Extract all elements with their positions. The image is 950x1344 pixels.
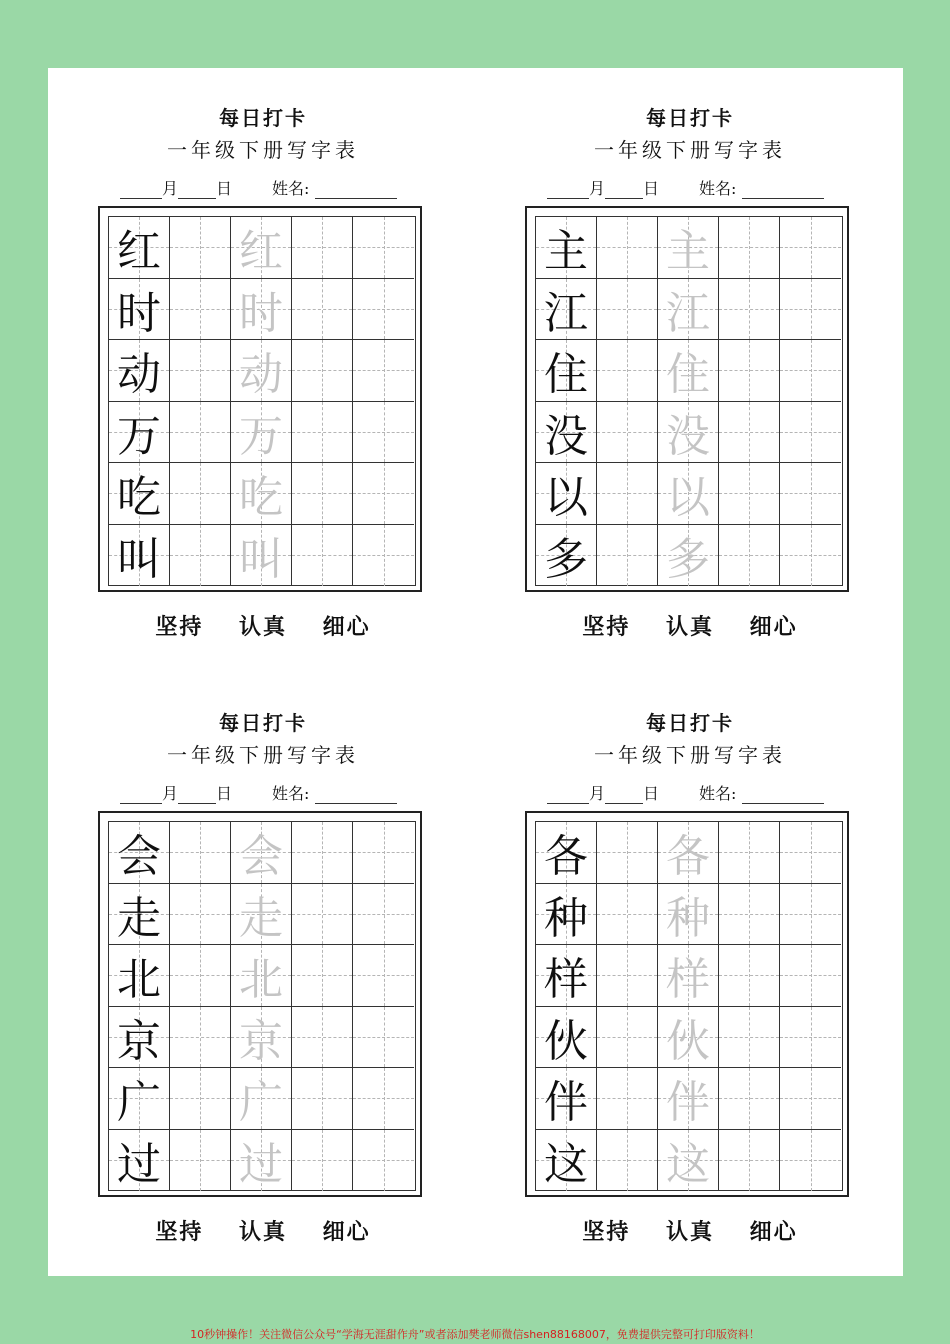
- grid-row: [109, 402, 414, 464]
- writing-grid: [108, 216, 416, 586]
- day-label: 日: [216, 179, 233, 198]
- trace-char: 会: [239, 831, 283, 883]
- grid-row: [109, 884, 414, 946]
- model-char: 动: [117, 349, 161, 401]
- trace-char: 以: [666, 472, 710, 524]
- motto: 坚持 认真 细心: [155, 614, 371, 640]
- grid-row: [536, 463, 841, 525]
- practice-card-3: [98, 673, 428, 1245]
- trace-char: 走: [239, 892, 283, 944]
- grid-row: [536, 1068, 841, 1130]
- trace-char: 没: [666, 410, 710, 462]
- grid-row: [536, 279, 841, 341]
- practice-card-1: [98, 68, 428, 640]
- name-label: 姓名:: [699, 784, 737, 803]
- grid-row: [536, 525, 841, 587]
- writing-grid-frame: [98, 811, 422, 1197]
- grid-row: [109, 1068, 414, 1130]
- info-line: [547, 781, 857, 805]
- trace-char: 时: [239, 287, 283, 339]
- trace-char: 这: [666, 1139, 710, 1191]
- model-char: 时: [117, 287, 161, 339]
- trace-char: 过: [239, 1139, 283, 1191]
- model-char: 北: [117, 954, 161, 1006]
- model-char: 伴: [544, 1077, 588, 1129]
- card-title: 每日打卡: [646, 106, 734, 130]
- model-char: 样: [544, 954, 588, 1006]
- trace-char: 种: [666, 892, 710, 944]
- month-label: 月: [589, 179, 606, 198]
- model-char: 多: [544, 534, 588, 586]
- month-label: 月: [162, 784, 179, 803]
- writing-grid-frame: [525, 811, 849, 1197]
- trace-char: 叫: [239, 534, 283, 586]
- grid-row: [109, 1130, 414, 1192]
- grid-row: [536, 340, 841, 402]
- model-char: 种: [544, 892, 588, 944]
- worksheet-page: [48, 68, 903, 1276]
- trace-char: 京: [239, 1015, 283, 1067]
- writing-grid: [535, 821, 843, 1191]
- grid-row: [109, 945, 414, 1007]
- motto: 坚持 认真 细心: [582, 1219, 798, 1245]
- trace-char: 住: [666, 349, 710, 401]
- trace-char: 各: [666, 831, 710, 883]
- grid-row: [536, 1007, 841, 1069]
- info-line: [120, 176, 430, 200]
- grid-row: [536, 1130, 841, 1192]
- name-label: 姓名:: [272, 179, 310, 198]
- grid-row: [109, 279, 414, 341]
- model-char: 走: [117, 892, 161, 944]
- trace-char: 伴: [666, 1077, 710, 1129]
- model-char: 各: [544, 831, 588, 883]
- grid-row: [109, 1007, 414, 1069]
- motto: 坚持 认真 细心: [582, 614, 798, 640]
- model-char: 过: [117, 1139, 161, 1191]
- grid-row: [536, 217, 841, 279]
- footer-notice: 10秒钟操作！关注微信公众号“学海无涯甜作舟”或者添加樊老师微信shen88168007，免费提供完整可打印版资料！: [190, 1328, 760, 1341]
- model-char: 伙: [544, 1015, 588, 1067]
- trace-char: 吃: [239, 472, 283, 524]
- card-title: 每日打卡: [219, 106, 307, 130]
- model-char: 江: [544, 287, 588, 339]
- grid-row: [109, 525, 414, 587]
- model-char: 吃: [117, 472, 161, 524]
- day-label: 日: [643, 784, 660, 803]
- card-title: 每日打卡: [646, 711, 734, 735]
- grid-row: [536, 822, 841, 884]
- model-char: 万: [117, 410, 161, 462]
- writing-grid-frame: [525, 206, 849, 592]
- month-label: 月: [162, 179, 179, 198]
- model-char: 会: [117, 831, 161, 883]
- card-subtitle: 一年级下册写字表: [167, 743, 359, 767]
- grid-row: [536, 884, 841, 946]
- trace-char: 样: [666, 954, 710, 1006]
- day-label: 日: [216, 784, 233, 803]
- motto: 坚持 认真 细心: [155, 1219, 371, 1245]
- trace-char: 红: [239, 226, 283, 278]
- trace-char: 万: [239, 410, 283, 462]
- grid-row: [536, 945, 841, 1007]
- name-label: 姓名:: [272, 784, 310, 803]
- trace-char: 广: [239, 1077, 283, 1129]
- trace-char: 江: [666, 287, 710, 339]
- grid-row: [109, 463, 414, 525]
- model-char: 广: [117, 1077, 161, 1129]
- writing-grid-frame: [98, 206, 422, 592]
- info-line: [120, 781, 430, 805]
- grid-row: [109, 340, 414, 402]
- practice-card-2: [525, 68, 855, 640]
- day-label: 日: [643, 179, 660, 198]
- card-subtitle: 一年级下册写字表: [167, 138, 359, 162]
- grid-row: [109, 217, 414, 279]
- writing-grid: [108, 821, 416, 1191]
- model-char: 主: [544, 226, 588, 278]
- trace-char: 多: [666, 534, 710, 586]
- info-line: [547, 176, 857, 200]
- card-title: 每日打卡: [219, 711, 307, 735]
- practice-card-4: [525, 673, 855, 1245]
- trace-char: 北: [239, 954, 283, 1006]
- model-char: 红: [117, 226, 161, 278]
- writing-grid: [535, 216, 843, 586]
- trace-char: 动: [239, 349, 283, 401]
- trace-char: 伙: [666, 1015, 710, 1067]
- model-char: 住: [544, 349, 588, 401]
- name-label: 姓名:: [699, 179, 737, 198]
- card-subtitle: 一年级下册写字表: [594, 743, 786, 767]
- grid-row: [536, 402, 841, 464]
- model-char: 以: [544, 472, 588, 524]
- model-char: 叫: [117, 534, 161, 586]
- month-label: 月: [589, 784, 606, 803]
- model-char: 京: [117, 1015, 161, 1067]
- card-subtitle: 一年级下册写字表: [594, 138, 786, 162]
- grid-row: [109, 822, 414, 884]
- model-char: 没: [544, 410, 588, 462]
- model-char: 这: [544, 1139, 588, 1191]
- trace-char: 主: [666, 226, 710, 278]
